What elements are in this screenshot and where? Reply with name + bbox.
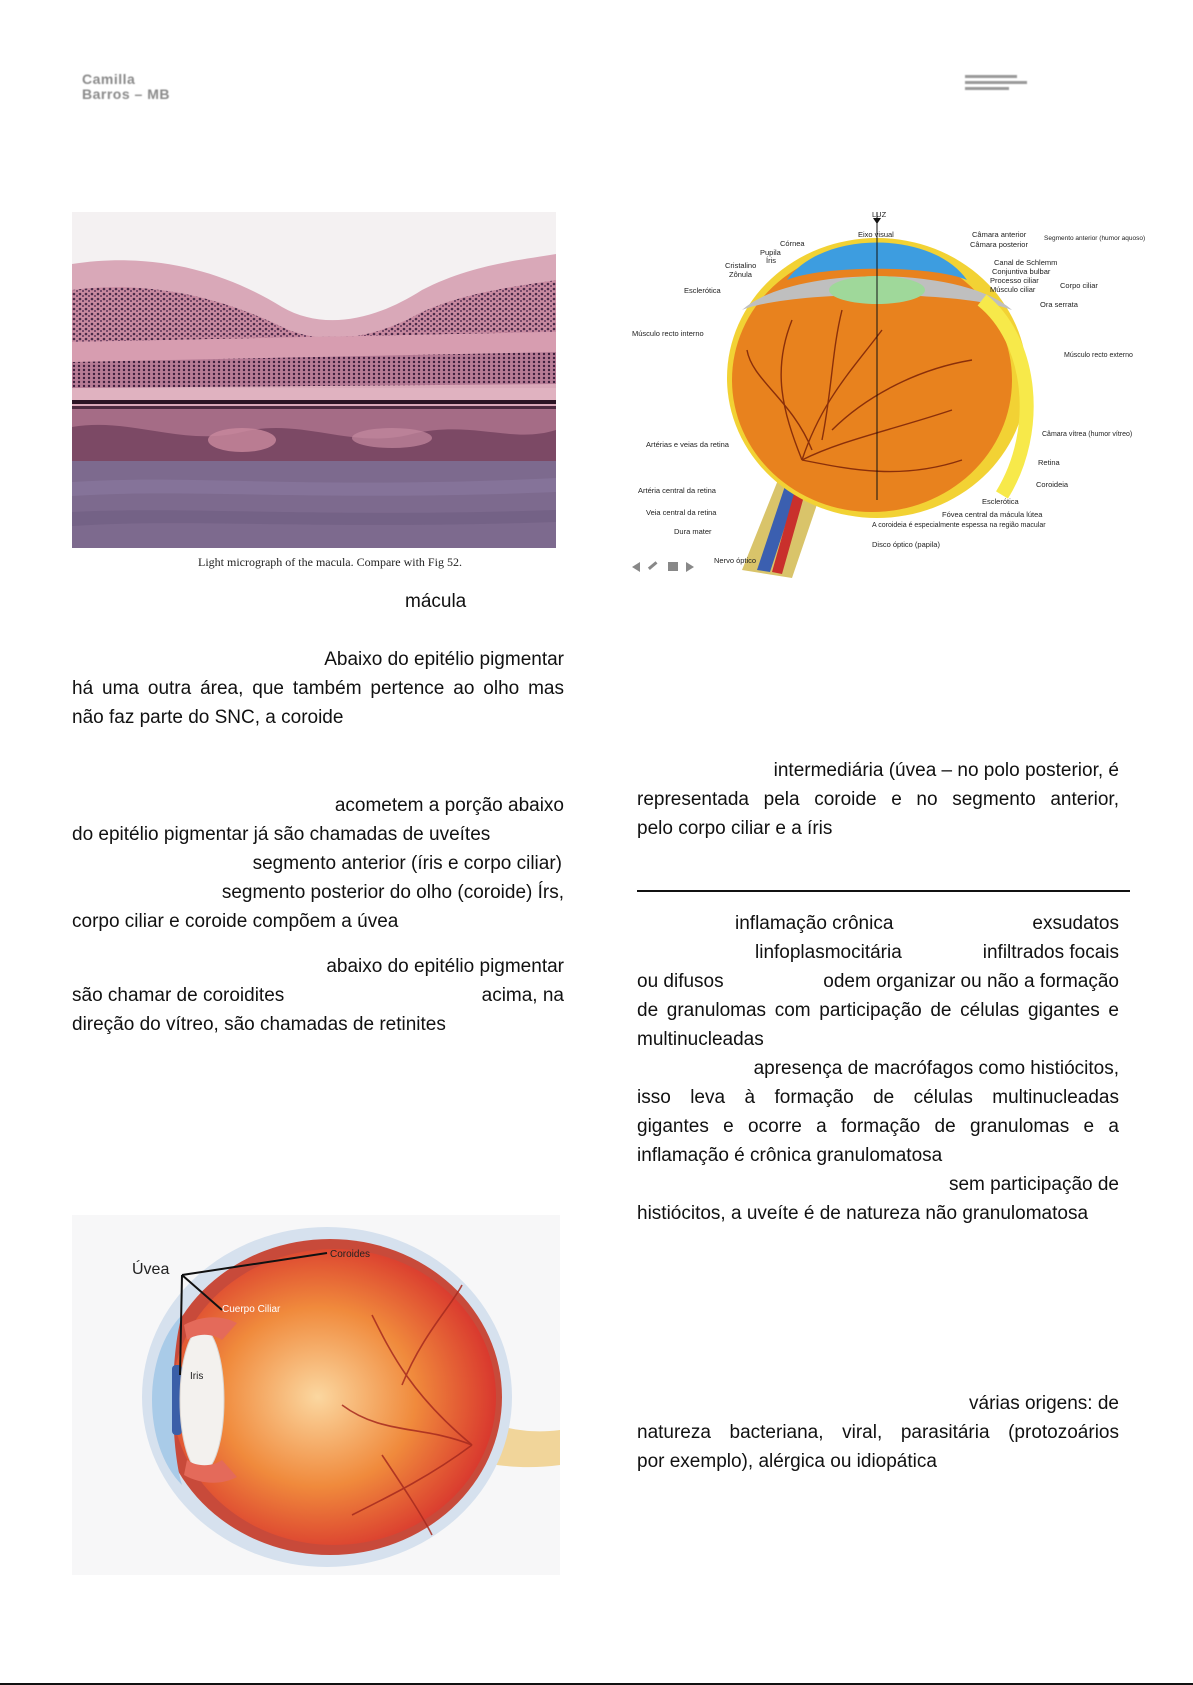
label-uvea: Úvea [132,1261,170,1278]
label-veia-central: Veia central da retina [646,508,717,517]
left-p3-line-1: abaixo do epitélio pigmentar [326,956,564,977]
header-logo-mark [965,72,1027,93]
label-camara-ant: Câmara anterior [972,230,1027,239]
right-paragraph-2 [637,909,1119,1228]
label-pupila: Pupila [760,248,781,257]
arrow-right-icon[interactable] [686,562,694,572]
right-p2-line-5: multinucleadas [637,1029,764,1050]
label-cornea: Córnea [780,239,805,248]
right-p2-line-4: de granulomas com participação de células gigantes e [637,1000,1119,1021]
label-arterias: Artérias e veias da retina [646,440,729,449]
uvea-diagram [72,1215,560,1575]
right-p2-line-2 [637,938,1119,967]
label-fovea: Fóvea central da mácula lútea [942,510,1043,519]
right-p3-line-2: natureza bacteriana, viral, parasitária (protozoários [637,1422,1119,1443]
right-p2-line-3a: ou difusos [637,971,724,992]
right-p1-line-1: intermediária (úvea – no polo posterior, é [773,760,1119,781]
micrograph-caption: Light micrograph of the macula. Compare with Fig 52. [198,555,462,569]
label-camara-post: Câmara posterior [970,240,1028,249]
left-p2-line-4: segmento posterior do olho (coroide) Írs, [221,882,564,903]
label-musculo-interno: Músculo recto interno [632,329,704,338]
right-p2-line-10: sem participação de [948,1174,1119,1195]
label-ora: Ora serrata [1040,300,1078,309]
right-p2-line-1a: inflamação crônica [735,913,894,934]
label-cuerpo-ciliar: Cuerpo Ciliar [222,1304,281,1315]
author-name: Camilla [82,71,136,87]
micrograph-label: mácula [405,591,467,612]
right-p2-line-9: inflamação é crônica granulomatosa [637,1145,943,1166]
label-retina: Retina [1038,458,1060,467]
left-p1-line-1: Abaixo do epitélio pigmentar [324,649,564,670]
micrograph-image [72,212,556,548]
right-p2-line-1b: exsudatos [1032,913,1119,934]
left-p2-line-2: do epitélio pigmentar já são chamadas de uveítes [72,824,491,845]
label-camara-vitrea: Câmara vítrea (humor vítreo) [1042,431,1133,438]
right-p2-line-1 [637,909,1119,938]
label-coroide-note: A coroideia é especialmente espessa na região macular [872,522,1046,529]
label-musculo-externo: Músculo recto externo [1064,352,1133,359]
save-icon[interactable] [668,562,678,571]
left-paragraph-1 [72,645,564,732]
right-p2-line-3b: odem organizar ou não a formação [823,971,1119,992]
left-p1-line-2: há uma outra área, que também pertence ao olho mas [72,678,564,699]
label-cristalino: Cristalino [725,261,757,270]
label-iris: Íris [766,256,776,265]
uvea-image [72,1215,560,1575]
label-coroides: Coroides [330,1249,371,1260]
left-p2-line-3: segmento anterior (íris e corpo ciliar) [252,853,562,874]
right-p3-line-3: por exemplo), alérgica ou idiopática [637,1451,937,1472]
author-subtitle: Barros – MB [82,86,170,102]
right-p2-line-6: apresença de macrófagos como histiócitos, [753,1058,1119,1079]
label-disco: Disco óptico (papila) [872,540,940,549]
label-arteria-central: Artéria central da retina [638,486,716,495]
eye-anatomy-image [632,210,1146,578]
left-p3-line-3: direção do vítreo, são chamadas de retinites [72,1014,446,1035]
author-header [82,72,170,102]
right-p2-line-8: gigantes e ocorre a formação de granulomas e a [637,1116,1119,1137]
right-p2-line-2a: linfoplasmocitária [755,942,902,963]
left-p1-line-3: não faz parte do SNC, a coroide [72,707,344,728]
right-p1-line-3: pelo corpo ciliar e a íris [637,818,833,839]
label-coroideia: Coroideia [1036,480,1069,489]
left-p2-line-1: acometem a porção abaixo [334,795,564,816]
right-p1-line-2: representada pela coroide e no segmento anterior, [637,789,1119,810]
left-paragraph-3 [72,952,564,1039]
label-segmento-ant: Segmento anterior (humor aquoso) [1044,235,1146,242]
label-dura: Dura mater [674,527,712,536]
pen-icon[interactable] [648,561,658,570]
label-esclerotica-left: Esclerótica [684,286,721,295]
label-corpo-ciliar: Corpo ciliar [1060,281,1098,290]
label-eixo: Eixo visual [858,230,894,239]
label-luz: LUZ [872,210,887,219]
label-musculo-ciliar: Músculo ciliar [990,285,1036,294]
right-p2-line-7: isso leva à formação de células multinucleadas [637,1087,1119,1108]
label-canal: Canal de Schlemm [994,258,1058,267]
right-paragraph-3 [637,1389,1119,1476]
label-iris-uvea: Iris [190,1371,204,1382]
arrow-left-icon[interactable] [632,562,640,572]
left-p3-line-2a: são chamar de coroidites [72,985,285,1006]
right-p2-line-3 [637,967,1119,996]
left-p3-line-2b: acima, na [481,985,564,1006]
left-p3-line-2 [72,981,564,1010]
left-p2-line-5: corpo ciliar e coroide compõem a úvea [72,911,399,932]
label-conjuntiva: Conjuntiva bulbar [992,267,1051,276]
right-p2-line-11: histiócitos, a uveíte é de natureza não granulomatosa [637,1203,1089,1224]
eye-anatomy-diagram [632,210,1146,578]
section-divider [637,890,1130,892]
right-p3-line-1: várias origens: de [969,1393,1119,1414]
right-p2-line-2b: infiltrados focais [982,942,1119,963]
label-esclerotica-right: Esclerótica [982,497,1019,506]
right-paragraph-1 [637,756,1119,843]
label-processo: Processo ciliar [990,276,1039,285]
macula-micrograph [72,212,556,548]
label-zonula: Zônula [729,270,752,279]
label-nervo: Nervo óptico [714,556,757,565]
left-paragraph-2 [72,791,564,936]
